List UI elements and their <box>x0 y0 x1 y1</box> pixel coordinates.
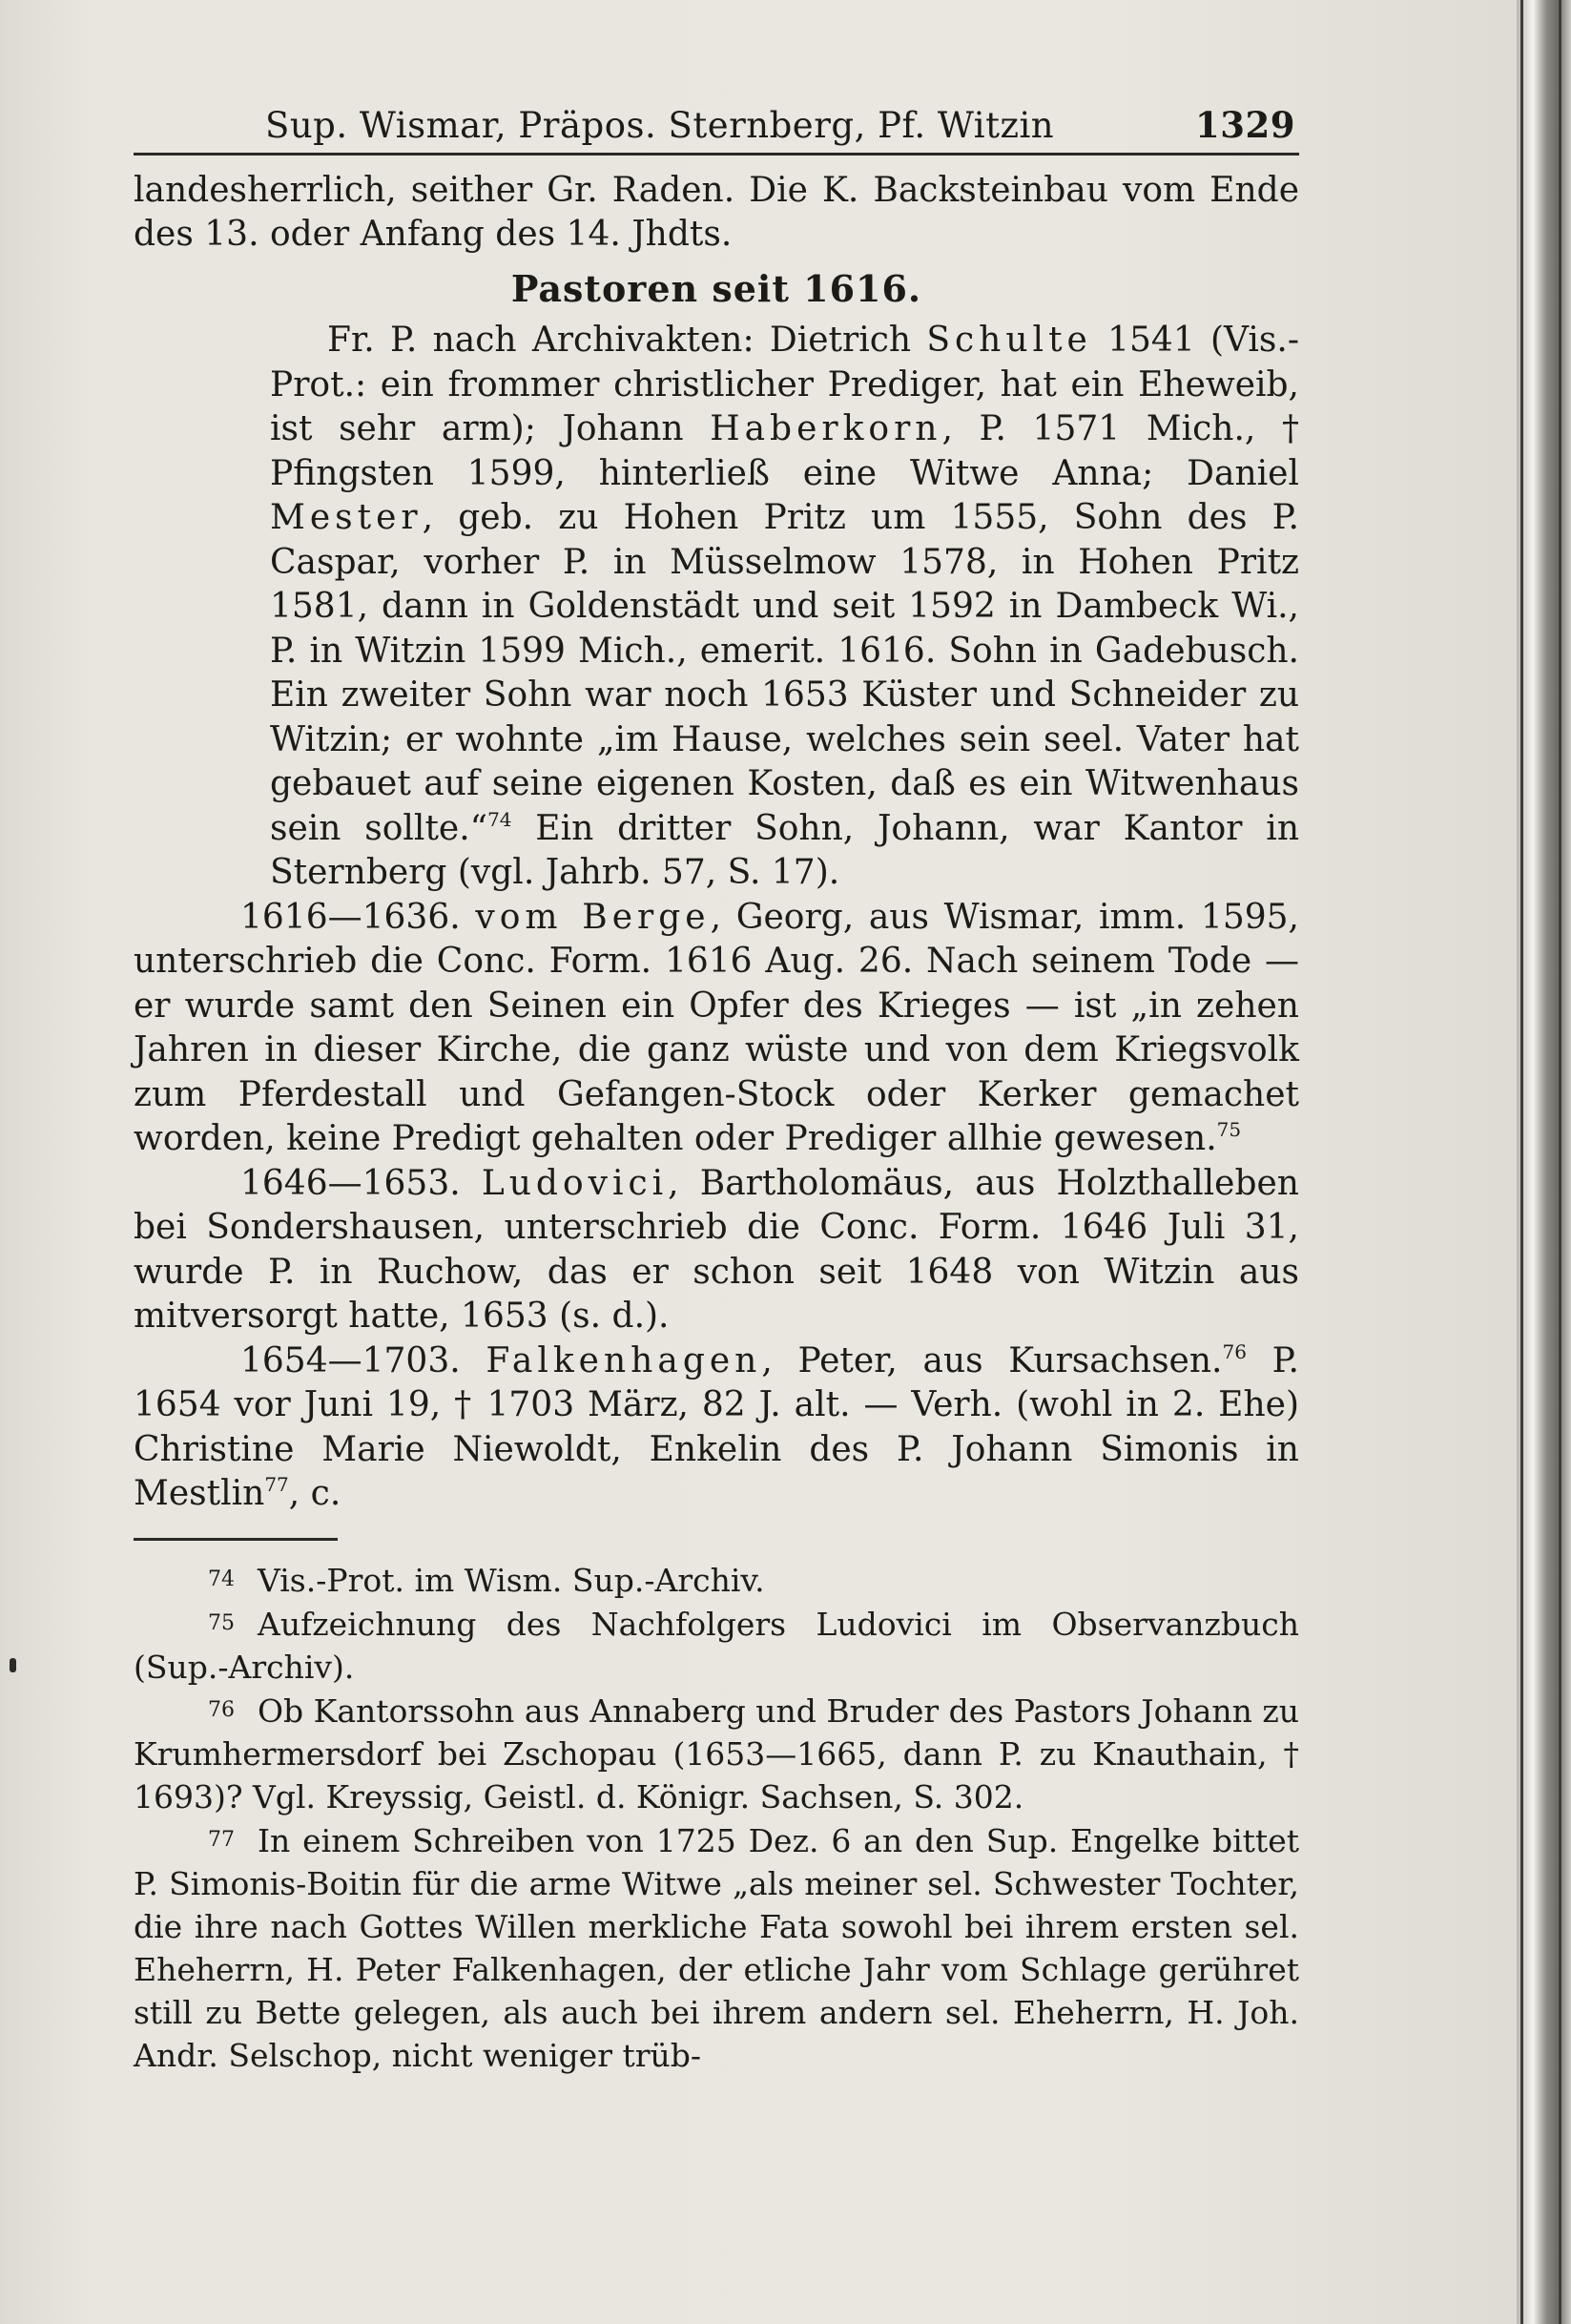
entry-years: 1616—1636. <box>240 897 461 937</box>
footnote-number: 77 <box>208 1827 235 1852</box>
page-number: 1329 <box>1195 104 1295 146</box>
ink-mark <box>10 1658 16 1672</box>
page-content <box>134 103 1299 2077</box>
entry-years: 1646—1653. <box>240 1163 461 1203</box>
footnote-number: 76 <box>208 1697 235 1722</box>
footnote: 77 In einem Schreiben von 1725 Dez. 6 an den Sup. Engelke bittet P. Simonis-Boitin für die arme Witwe „als meiner sel. Schwester Tochter, die ihre nach Gottes Willen merkliche Fata sowohl bei ihrem ersten sel. Eheherrn, H. Peter Falkenhagen, der etliche Jahr vom Schlage gerühret still zu Bette gelegen, als auch bei ihrem andern sel. Eheherrn, H. Joh. Andr. Selschop, nicht weniger trüb- <box>134 1821 1299 2074</box>
footnote-separator <box>134 1538 338 1541</box>
pastor-entry <box>134 1162 1299 1339</box>
pastor-entry <box>134 1339 1299 1517</box>
footnote-ref[interactable]: 75 <box>1216 1118 1242 1141</box>
footnote-ref[interactable]: 74 <box>487 807 512 831</box>
entry-years: 1654—1703. <box>240 1340 461 1380</box>
person-name: Mester <box>270 498 423 537</box>
running-header <box>134 103 1299 156</box>
book-spine <box>1517 0 1571 2324</box>
footnote-ref[interactable]: 76 <box>1222 1339 1247 1363</box>
archive-note: Fr. P. nach Archivakten: Dietrich Schulte 1541 (Vis.-Prot.: ein frommer christlicher Prediger, hat ein Eheweib, ist sehr arm); Johann Haberkorn, P. 1571 Mich., † Pfingsten 1599, hinterließ eine Witwe Anna; Daniel Mester, geb. zu Hohen Pritz um 1555, Sohn des P. Caspar, vorher P. in Müsselmow 1578, in Hohen Pritz 1581, dann in Goldenstädt und seit 1592 in Dambeck Wi., P. in Witzin 1599 Mich., emerit. 1616. Sohn in Gadebusch. Ein zweiter Sohn war noch 1653 Küster und Schneider zu Witzin; er wohnte „im Hause, welches sein seel. Vater hat gebauet auf seine eigenen Kosten, daß es ein Witwenhaus sein sollte.“$^{74}$ Ein dritter Sohn, Johann, war Kantor in Sternberg (vgl. Jahrb. 57, S. 17). <box>270 321 1300 892</box>
footnote-ref[interactable]: 77 <box>264 1473 289 1496</box>
pastor-entry-text: 1654—1703. Falkenhagen, Peter, aus Kursachsen.$^{76}$ P. 1654 vor Juni 19, † 1703 März, 82 J. alt. — Verh. (wohl in 2. Ehe) Christine Marie Niewoldt, Enkelin des P. Johann Simonis in Mestlin$^{77}$, c. <box>134 1339 1299 1513</box>
person-name: Schulte <box>926 321 1092 360</box>
archive-note-block <box>270 319 1299 896</box>
pastor-entry-text: 1616—1636. vom Berge, Georg, aus Wismar, imm. 1595, unterschrieb die Conc. Form. 1616 Aug. 26. Nach seinem Tode — er wurde samt den Seinen ein Opfer des Krieges — ist „in zehen Jahren in dieser Kirche, die ganz wüste und von dem Kriegsvolk zum Pferdestall und Gefangen-Stock oder Kerker gemachet worden, keine Predigt gehalten oder Prediger allhie gewesen.$^{75}$ <box>134 897 1299 1158</box>
footnote: 76 Ob Kantorssohn aus Annaberg und Bruder des Pastors Johann zu Krumhermersdorf bei Zschopau (1653—1665, dann P. zu Knauthain, † 1693)? Vgl. Kreyssig, Geistl. d. Königr. Sachsen, S. 302. <box>134 1691 1300 1816</box>
spine-edge <box>1520 0 1523 2324</box>
pastor-entry <box>134 896 1299 1162</box>
pastor-name: Ludovici <box>481 1163 669 1203</box>
main-text <box>134 169 1299 1517</box>
footnote-number: 74 <box>208 1567 235 1591</box>
footnote: 75 Aufzeichnung des Nachfolgers Ludovici im Observanzbuch (Sup.-Archiv). <box>134 1605 1299 1686</box>
pastor-name: vom Berge <box>475 897 711 937</box>
person-name: Haberkorn <box>710 409 942 448</box>
footnote-number: 75 <box>208 1610 235 1635</box>
pastor-entry-text: 1646—1653. Ludovici, Bartholomäus, aus Holzthalleben bei Sondershausen, unterschrieb die Conc. Form. 1646 Juli 31, wurde P. in Ruchow, das er schon seit 1648 von Witzin aus mitversorgt hatte, 1653 (s. d.). <box>134 1163 1299 1336</box>
section-heading: Pastoren seit 1616. <box>510 266 922 310</box>
spine-edge <box>1559 0 1561 2324</box>
pastor-name: Falkenhagen <box>486 1340 762 1380</box>
running-title: Sup. Wismar, Präpos. Sternberg, Pf. Witzin <box>265 105 1055 146</box>
footnotes <box>134 1558 1299 2077</box>
intro-paragraph: landesherrlich, seither Gr. Raden. Die K. Backsteinbau vom Ende des 13. oder Anfang des 14. Jhdts. <box>134 170 1299 254</box>
footnote: 74 Vis.-Prot. im Wism. Sup.-Archiv. <box>208 1561 765 1599</box>
